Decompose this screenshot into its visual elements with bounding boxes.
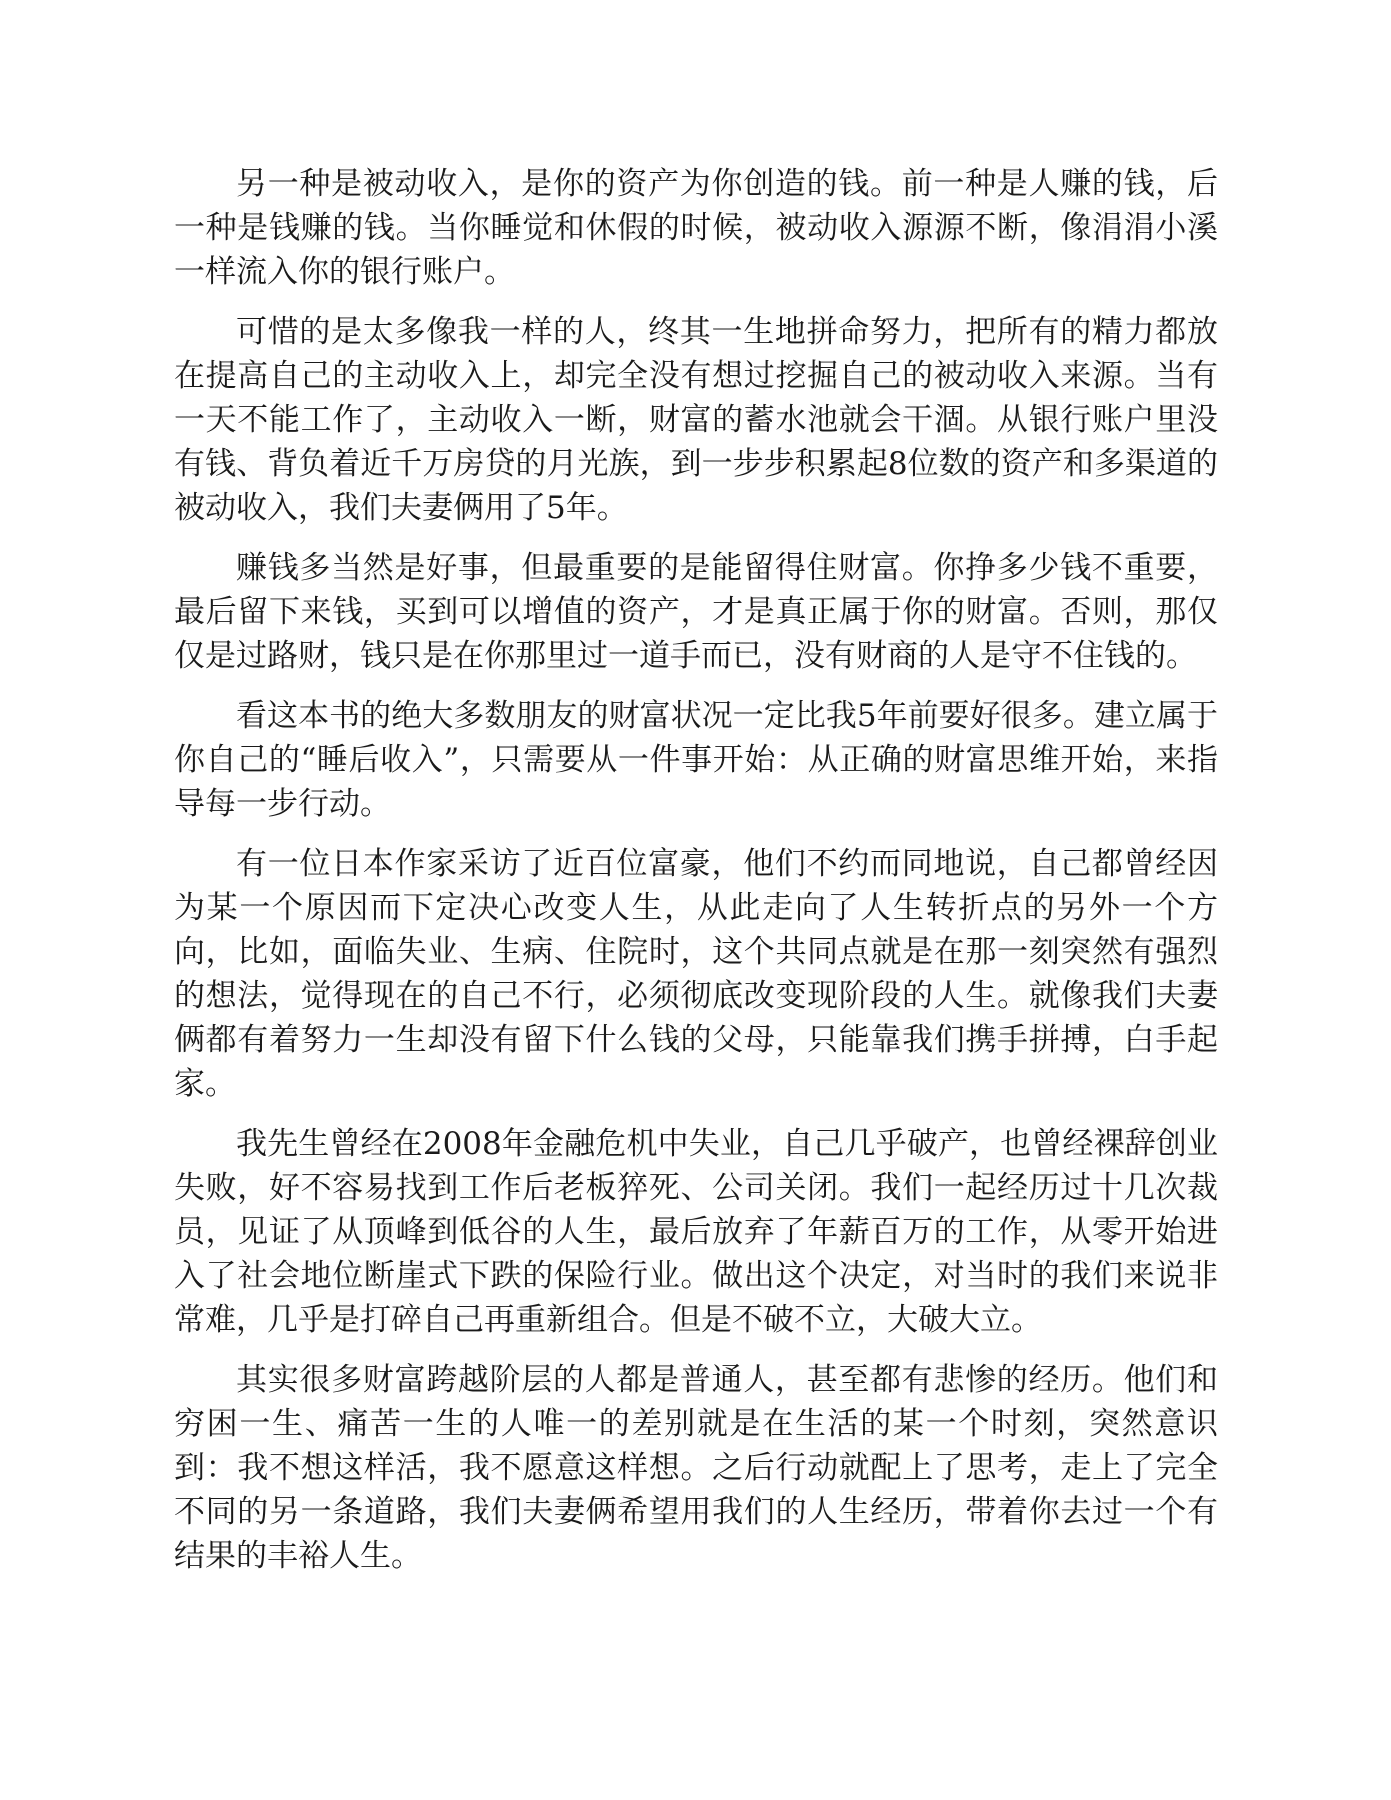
paragraph-5: 有一位日本作家采访了近百位富豪，他们不约而同地说，自己都曾经因为某一个原因而下定决心改变人生，从此走向了人生转折点的另外一个方向，比如，面临失业、生病、住院时，这个共同点就是在那一刻突然有强烈的想法，觉得现在的自己不行，必须彻底改变现阶段的人生。就像我们夫妻俩都有着努力一生却没有留下什么钱的父母，只能靠我们携手拼搏，白手起家。 — [174, 846, 1218, 1102]
paragraph-4: 看这本书的绝大多数朋友的财富状况一定比我5年前要好很多。建立属于你自己的“睡后收入”，只需要从一件事开始：从正确的财富思维开始，来指导每一步行动。 — [174, 698, 1218, 822]
paragraph-2: 可惜的是太多像我一样的人，终其一生地拼命努力，把所有的精力都放在提高自己的主动收入上，却完全没有想过挖掘自己的被动收入来源。当有一天不能工作了，主动收入一断，财富的蓄水池就会干涸。从银行账户里没有钱、背负着近千万房贷的月光族，到一步步积累起8位数的资产和多渠道的被动收入，我们夫妻俩用了5年。 — [174, 314, 1218, 526]
paragraph-1: 另一种是被动收入，是你的资产为你创造的钱。前一种是人赚的钱，后一种是钱赚的钱。当你睡觉和休假的时候，被动收入源源不断，像涓涓小溪一样流入你的银行账户。 — [174, 166, 1218, 290]
paragraph-6: 我先生曾经在2008年金融危机中失业，自己几乎破产，也曾经裸辞创业失败，好不容易找到工作后老板猝死、公司关闭。我们一起经历过十几次裁员，见证了从顶峰到低谷的人生，最后放弃了年薪百万的工作，从零开始进入了社会地位断崖式下跌的保险行业。做出这个决定，对当时的我们来说非常难，几乎是打碎自己再重新组合。但是不破不立，大破大立。 — [174, 1126, 1218, 1338]
page-body — [174, 162, 1218, 1594]
paragraph-7: 其实很多财富跨越阶层的人都是普通人，甚至都有悲惨的经历。他们和穷困一生、痛苦一生的人唯一的差别就是在生活的某一个时刻，突然意识到：我不想这样活，我不愿意这样想。之后行动就配上了思考，走上了完全不同的另一条道路，我们夫妻俩希望用我们的人生经历，带着你去过一个有结果的丰裕人生。 — [174, 1362, 1218, 1574]
paragraph-3: 赚钱多当然是好事，但最重要的是能留得住财富。你挣多少钱不重要，最后留下来钱，买到可以增值的资产，才是真正属于你的财富。否则，那仅仅是过路财，钱只是在你那里过一道手而已，没有财商的人是守不住钱的。 — [174, 550, 1218, 674]
